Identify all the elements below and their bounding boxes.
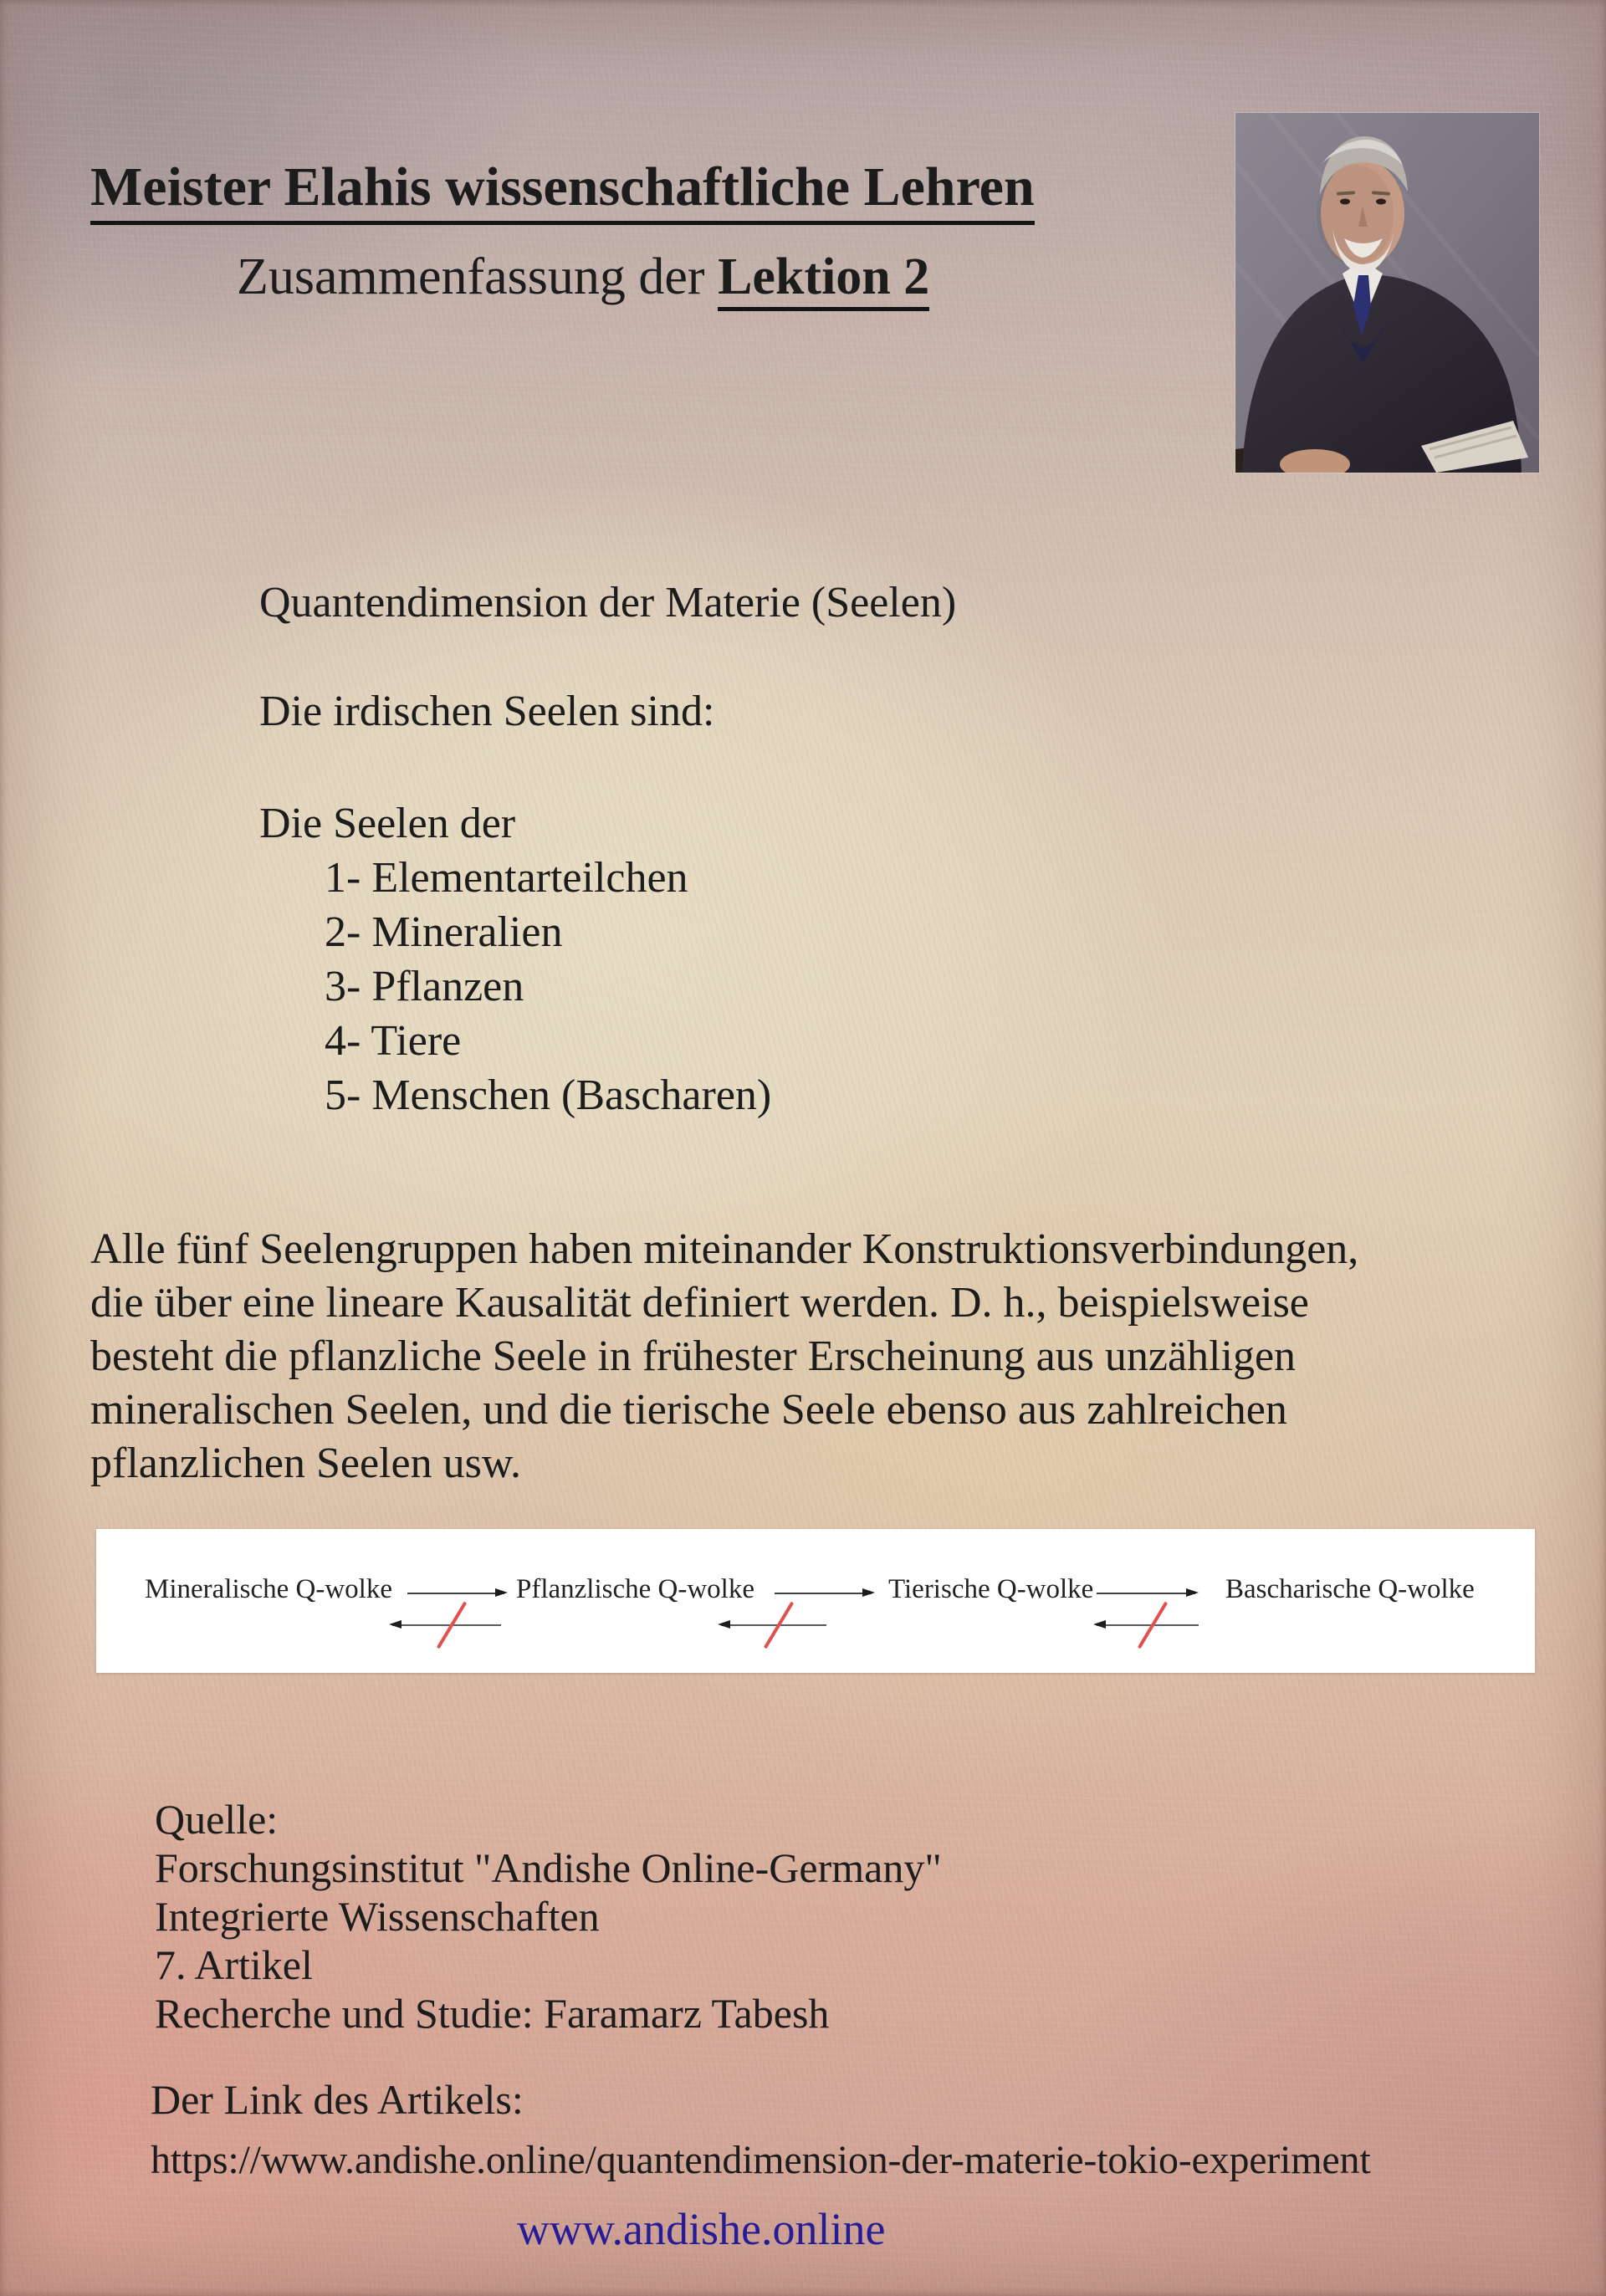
paragraph-line: pflanzlichen Seelen usw.	[90, 1439, 521, 1487]
diagram-node-mineral: Mineralische Q-wolke	[145, 1574, 392, 1604]
portrait-illustration	[1235, 113, 1539, 473]
body-paragraph	[90, 1223, 1563, 1491]
website-footer-link[interactable]: www.andishe.online	[517, 2204, 886, 2254]
soul-list-item: 3- Pflanzen	[325, 963, 524, 1010]
subtitle-lesson-number: Lektion 2	[718, 248, 929, 311]
soul-list-item: 2- Mineralien	[325, 908, 563, 956]
diagram-node-plant: Pflanzlische Q-wolke	[516, 1574, 754, 1604]
article-link-label: Der Link des Artikels:	[151, 2076, 524, 2123]
paragraph-line: die über eine lineare Kausalität definiert werden. D. h., beispielsweise	[90, 1279, 1309, 1327]
intro-line-1: Quantendimension der Materie (Seelen)	[259, 579, 957, 626]
blocked-reverse-arrow-icon	[1097, 1624, 1199, 1626]
forward-arrow-icon	[407, 1593, 504, 1594]
intro-line-2: Die irdischen Seelen sind:	[259, 688, 715, 735]
souls-list-heading: Die Seelen der	[259, 800, 516, 847]
paragraph-line: Alle fünf Seelengruppen haben miteinander Konstruktionsverbindungen,	[90, 1225, 1359, 1273]
page-title: Meister Elahis wissenschaftliche Lehren	[90, 156, 1035, 225]
soul-list-item: 1- Elementarteilchen	[325, 854, 688, 902]
source-article-no: 7. Artikel	[155, 1941, 313, 1988]
souls-list	[259, 796, 771, 1122]
diagram-node-animal: Tierische Q-wolke	[888, 1574, 1094, 1604]
source-researcher: Recherche und Studie: Faramarz Tabesh	[155, 1990, 830, 2037]
forward-arrow-icon	[775, 1593, 872, 1594]
source-label: Quelle:	[155, 1796, 279, 1843]
diagram-node-bascharic: Bascharische Q-wolke	[1225, 1574, 1475, 1604]
source-block	[155, 1795, 942, 2038]
paragraph-line: mineralischen Seelen, und die tierische Seele ebenso aus zahlreichen	[90, 1386, 1287, 1434]
subtitle-prefix: Zusammenfassung der	[237, 248, 719, 305]
blocked-reverse-arrow-icon	[721, 1624, 826, 1626]
article-url-link[interactable]: https://www.andishe.online/quantendimension-der-materie-tokio-experiment	[151, 2138, 1371, 2182]
qcloud-flow-diagram	[96, 1529, 1535, 1673]
article-link-block	[151, 2074, 1370, 2185]
source-department: Integrierte Wissenschaften	[155, 1893, 600, 1940]
page-subtitle	[237, 248, 929, 307]
forward-arrow-icon	[1097, 1593, 1195, 1594]
soul-list-item: 4- Tiere	[325, 1017, 462, 1065]
portrait-photo	[1235, 113, 1539, 473]
source-institute: Forschungsinstitut "Andishe Online-Germany"	[155, 1844, 942, 1891]
blocked-reverse-arrow-icon	[392, 1624, 501, 1626]
soul-list-item: 5- Menschen (Bascharen)	[325, 1071, 772, 1119]
paragraph-line: besteht die pflanzliche Seele in frühester Erscheinung aus unzähligen	[90, 1332, 1297, 1380]
